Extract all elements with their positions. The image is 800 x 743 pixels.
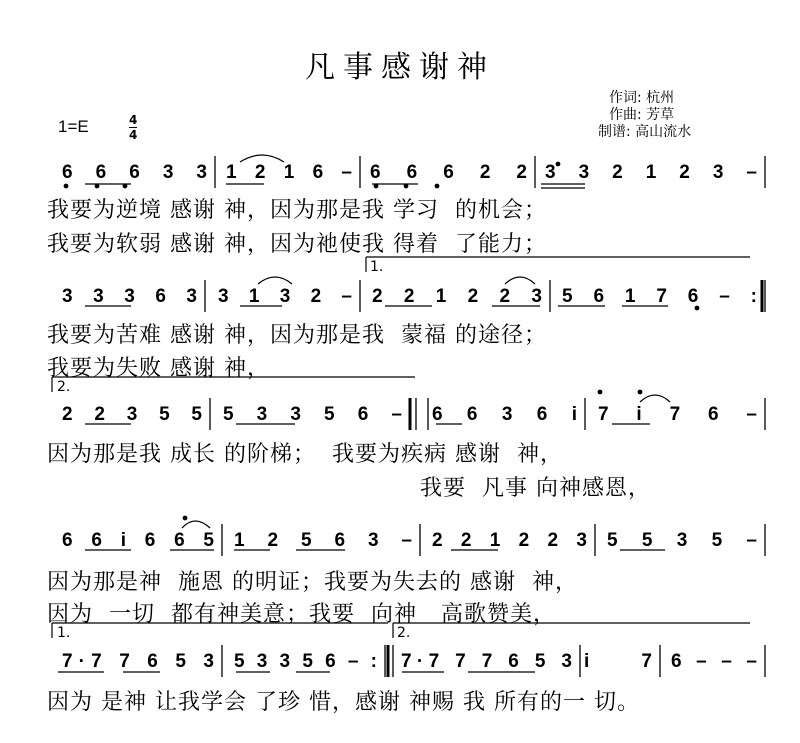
lyric-line-1-verse-2: 我要为软弱 感谢 神，因为祂使我 得着 了能力； bbox=[47, 232, 547, 257]
measure-2-2: 3 1 3 2 – bbox=[218, 286, 352, 307]
lyric-line-5: 因为 是神 让我学会 了珍 惜，感谢 神赐 我 所有的一 切。 bbox=[47, 690, 640, 715]
measure-1-2: 1 2 1 6 – bbox=[226, 162, 352, 183]
lyricist-credit: 作词: 杭州 bbox=[609, 90, 675, 106]
time-signature-top: 4 bbox=[129, 113, 138, 127]
measure-4-1: 6 6 i 6 6 5 bbox=[62, 530, 214, 551]
measure-1-1: 6 6 6 3 3 bbox=[62, 162, 207, 183]
lyric-line-3-verse-1: 因为那是我 成长 的阶梯； 我要为疾病 感谢 神， bbox=[47, 442, 563, 467]
measure-3-3: 6 6 3 6 i bbox=[432, 404, 577, 425]
measure-3-4: 7 i 7 6 – bbox=[598, 404, 757, 425]
measure-5-4: i 7 bbox=[584, 651, 652, 672]
measure-4-2: 1 2 5 6 3 – bbox=[234, 530, 412, 551]
measure-1-3: 6 6 6 2 2 bbox=[370, 162, 527, 183]
volta-2-label-end: 2. bbox=[397, 625, 411, 641]
lyric-line-2-verse-1: 我要为苦难 感谢 神，因为那是我 蒙福 的途径； bbox=[47, 323, 547, 348]
measure-5-3: 7·7 7 7 6 5 3 bbox=[401, 651, 572, 672]
measure-1-4: 3 3 2 1 2 3 – bbox=[545, 162, 757, 183]
volta-1-label: 1. bbox=[370, 259, 384, 275]
lyric-line-2-verse-2: 我要为失败 感谢 神， bbox=[47, 356, 270, 381]
lyric-line-3-verse-2: 我要 凡事 向神感恩， bbox=[420, 476, 651, 501]
volta-2-label: 2. bbox=[57, 379, 71, 395]
arranger-credit: 制谱: 高山流水 bbox=[598, 124, 692, 140]
lyric-line-4-verse-1: 因为那是神 施恩 的明证；我要为失去的 感谢 神， bbox=[47, 570, 578, 595]
measure-5-1: 7·7 7 6 5 3 bbox=[62, 651, 214, 672]
measure-4-3: 2 2 1 2 2 3 bbox=[432, 530, 587, 551]
lyric-line-4-verse-2: 因为 一切 都有神美意；我要 向神 高歌赞美， bbox=[47, 602, 556, 627]
measure-3-2: 5 3 3 5 6 – bbox=[223, 404, 402, 425]
lyric-line-1-verse-1: 我要为逆境 感谢 神，因为那是我 学习 的机会； bbox=[47, 198, 547, 223]
measure-2-3: 2 2 1 2 2 3 bbox=[372, 286, 542, 307]
volta-1-label-end: 1. bbox=[57, 625, 71, 641]
measure-5-5: 6 – – – bbox=[671, 651, 757, 672]
measure-5-2: 5 3 3 5 6 – : bbox=[234, 651, 377, 672]
measure-2-4: 5 6 1 7 6 – : bbox=[562, 286, 757, 307]
page-title: 凡事感谢神 bbox=[305, 50, 495, 85]
composer-credit: 作曲: 芳草 bbox=[609, 107, 675, 123]
key-signature: 1=E bbox=[58, 117, 89, 136]
measure-4-4: 5 5 3 5 – bbox=[607, 530, 757, 551]
measure-2-1: 3 3 3 6 3 bbox=[62, 286, 197, 307]
measure-3-1: 2 2 3 5 5 bbox=[62, 404, 202, 425]
time-signature-bottom: 4 bbox=[129, 128, 138, 142]
